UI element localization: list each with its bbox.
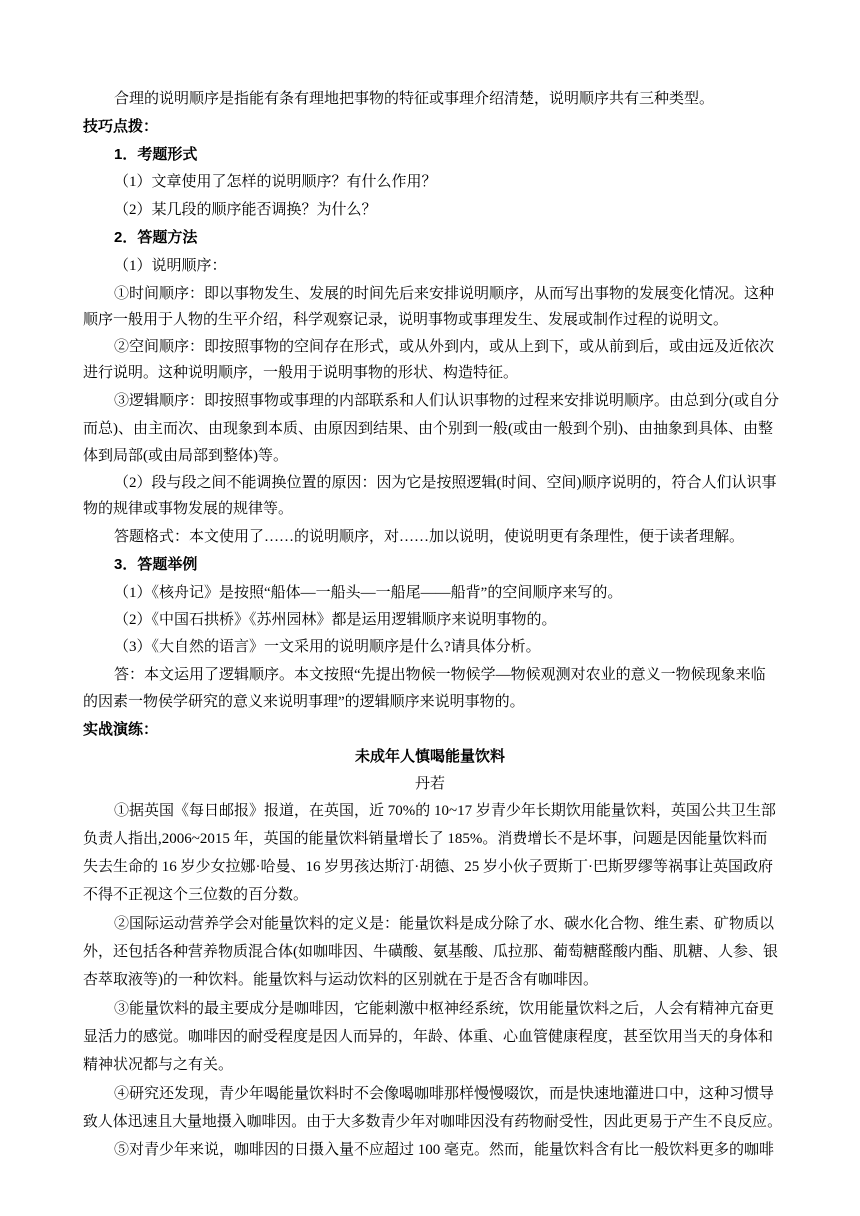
paragraph-1-line-2: 负责人指出,2006~2015 年，英国的能量饮料销量增长了 185%。消费增长不是坏事，问题是因能量饮料而 [83, 831, 768, 847]
practice-heading: 实战演练： [83, 721, 159, 738]
logic-order-line-3: 体到局部(或由局部到整体)等。 [83, 448, 288, 464]
question-form-2: （2）某几段的顺序能否调换？为什么？ [114, 202, 377, 218]
example-answer-line-2: 的因素一物侯学研究的意义来说明事理”的逻辑顺序来说明事物的。 [83, 694, 525, 710]
method-sub-2-line-1: （2）段与段之间不能调换位置的原因：因为它是按照逻辑(时间、空间)顺序说明的，符合人们认识事 [114, 475, 777, 491]
time-order-line-2: 顺序一般用于人物的生平介绍，科学观察记录，说明事物或事理发生、发展或制作过程的说明文。 [83, 312, 729, 328]
time-order-line-1: ①时间顺序：即以事物发生、发展的时间先后来安排说明顺序，从而写出事物的发展变化情况。这种 [114, 286, 775, 302]
paragraph-3-line-2: 显活力的感觉。咖啡因的耐受程度是因人而异的，年龄、体重、心血管健康程度，甚至饮用当天的身体和 [83, 1029, 774, 1045]
section-1-heading: 1．考题形式 [114, 146, 198, 163]
paragraph-4-line-1: ④研究还发现，青少年喝能量饮料时不会像喝咖啡那样慢慢啜饮，而是快速地灌进口中，这种习惯导 [114, 1086, 775, 1102]
logic-order-line-1: ③逻辑顺序：即按照事物或事理的内部联系和人们认识事物的过程来安排说明顺序。由总到分(或自分 [114, 393, 779, 409]
section-3-heading: 3．答题举例 [114, 556, 198, 573]
space-order-line-2: 进行说明。这种说明顺序，一般用于说明事物的形状、构造特征。 [83, 365, 519, 381]
paragraph-5-line-1: ⑤对青少年来说，咖啡因的日摄入量不应超过 100 毫克。然而，能量饮料含有比一般饮料更多的咖啡 [114, 1142, 775, 1158]
article-author: 丹若 [414, 776, 445, 792]
method-sub-1: （1）说明顺序： [114, 258, 227, 274]
paragraph-3-line-3: 精神状况都与之有关。 [83, 1057, 234, 1073]
example-1: （1）《核舟记》是按照“船体—一船头—一船尾——船背”的空间顺序来写的。 [114, 585, 623, 601]
intro-line: 合理的说明顺序是指能有条有理地把事物的特征或事理介绍清楚，说明顺序共有三种类型。 [114, 91, 715, 107]
space-order-line-1: ②空间顺序：即按照事物的空间存在形式，或从外到内，或从上到下，或从前到后，或由远及近依次 [114, 339, 775, 355]
paragraph-3-line-1: ③能量饮料的最主要成分是咖啡因，它能刺激中枢神经系统，饮用能量饮料之后，人会有精神亢奋更 [114, 1001, 775, 1017]
paragraph-1-line-4: 不得不正视这个三位数的百分数。 [83, 887, 309, 903]
paragraph-1-line-1: ①据英国《每日邮报》报道，在英国，近 70%的 10~17 岁青少年长期饮用能量饮料，英国公共卫生部 [114, 803, 776, 819]
logic-order-line-2: 而总)、由主而次、由现象到本质、由原因到结果、由个别到一般(或由一般到个别)、由抽象到具体、由整 [83, 421, 773, 437]
paragraph-1-line-3: 失去生命的 16 岁少女拉娜·哈曼、16 岁男孩达斯汀·胡德、25 岁小伙子贾斯丁·巴斯罗缪等祸事让英国政府 [83, 859, 773, 875]
article-title: 未成年人慎喝能量饮料 [354, 748, 505, 765]
example-answer-line-1: 答：本文运用了逻辑顺序。本文按照“先提出物候一物候学—物候观测对农业的意义一物候现象来临 [114, 667, 766, 683]
example-3: （3）《大自然的语言》一文采用的说明顺序是什么?请具体分析。 [114, 639, 541, 655]
tips-heading: 技巧点拨： [83, 118, 159, 135]
paragraph-4-line-2: 致人体迅速且大量地摄入咖啡因。由于大多数青少年对咖啡因没有药物耐受性，因此更易于产生不良反应。 [83, 1114, 783, 1130]
section-2-heading: 2．答题方法 [114, 229, 198, 246]
question-form-1: （1）文章使用了怎样的说明顺序？有什么作用？ [114, 174, 437, 190]
paragraph-2-line-3: 杏萃取液等)的一种饮料。能量饮料与运动饮料的区别就在于是否含有咖啡因。 [83, 972, 598, 988]
paragraph-2-line-1: ②国际运动营养学会对能量饮料的定义是：能量饮料是成分除了水、碳水化合物、维生素、矿物质以 [114, 916, 775, 932]
method-sub-2-line-2: 物的规律或事物发展的规律等。 [83, 501, 294, 517]
example-2: （2）《中国石拱桥》《苏州园林》都是运用逻辑顺序来说明事物的。 [114, 612, 557, 628]
answer-format: 答题格式：本文使用了……的说明顺序，对……加以说明，使说明更有条理性，便于读者理解。 [114, 529, 745, 545]
paragraph-2-line-2: 外，还包括各种营养物质混合体(如咖啡因、牛磺酸、氨基酸、瓜拉那、葡萄糖醛酸内酯、肌糖、人参、银 [83, 944, 778, 960]
